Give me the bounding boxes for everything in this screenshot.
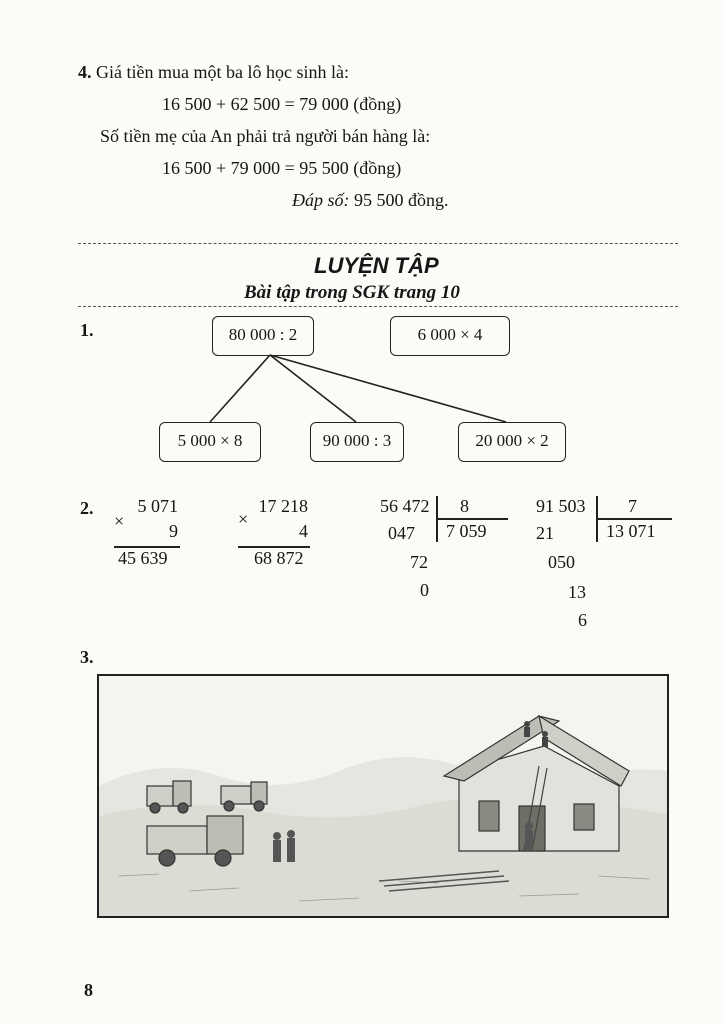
q4-number: 4. <box>78 62 92 82</box>
mult2-bottom: 4 <box>299 521 308 541</box>
ex1-connector-lines <box>0 0 724 460</box>
div2-divisor: 7 <box>628 496 637 516</box>
page-number: 8 <box>84 980 93 1000</box>
q4-calc2: 16 500 + 79 000 = 95 500 (đồng) <box>162 158 402 178</box>
div2-dividend: 91 503 <box>536 496 586 516</box>
mult2-result: 68 872 <box>254 548 304 568</box>
q4-answer-label: Đáp số: <box>292 190 350 210</box>
section-title: LUYỆN TẬP <box>314 253 439 278</box>
div1-step-1: 047 <box>388 523 415 543</box>
div2-horizontal-rule <box>596 518 672 520</box>
ex2-number: 2. <box>80 498 94 518</box>
ex1-box-bottom-1: 5 000 × 8 <box>159 422 261 462</box>
ex1-box-bottom-2: 90 000 : 3 <box>310 422 404 462</box>
div1-dividend: 56 472 <box>380 496 430 516</box>
div1-horizontal-rule <box>436 518 508 520</box>
ex1-box-bottom-3: 20 000 × 2 <box>458 422 566 462</box>
div1-quotient: 7 059 <box>446 521 487 541</box>
div2-quotient: 13 071 <box>606 521 656 541</box>
mult1-top: 5 071 <box>137 496 178 516</box>
mult1-sign: × <box>114 511 125 531</box>
ex1-box-top-right: 6 000 × 4 <box>390 316 510 356</box>
mult1-bottom: 9 <box>169 521 178 541</box>
q4-line1: Giá tiền mua một ba lô học sinh là: <box>96 62 349 82</box>
div1-step-2: 72 <box>410 552 428 572</box>
q4-answer-value: 95 500 đồng. <box>354 190 449 210</box>
ex1-number: 1. <box>80 320 94 340</box>
div2-step-1: 21 <box>536 523 554 543</box>
section-subtitle: Bài tập trong SGK trang 10 <box>244 282 460 303</box>
div2-step-4: 6 <box>578 610 587 630</box>
ex1-box-top-left: 80 000 : 2 <box>212 316 314 356</box>
div1-step-3: 0 <box>420 580 429 600</box>
mult1-result: 45 639 <box>118 548 168 568</box>
construction-scene-illustration <box>97 674 669 918</box>
div2-step-3: 13 <box>568 582 586 602</box>
q4-calc1: 16 500 + 62 500 = 79 000 (đồng) <box>162 94 402 114</box>
mult2-top: 17 218 <box>258 496 308 516</box>
mult2-sign: × <box>238 509 249 529</box>
ex3-number: 3. <box>80 647 94 667</box>
q4-line2: Số tiền mẹ của An phải trả người bán hàng là: <box>100 126 431 146</box>
div1-divisor: 8 <box>460 496 469 516</box>
div2-step-2: 050 <box>548 552 575 572</box>
